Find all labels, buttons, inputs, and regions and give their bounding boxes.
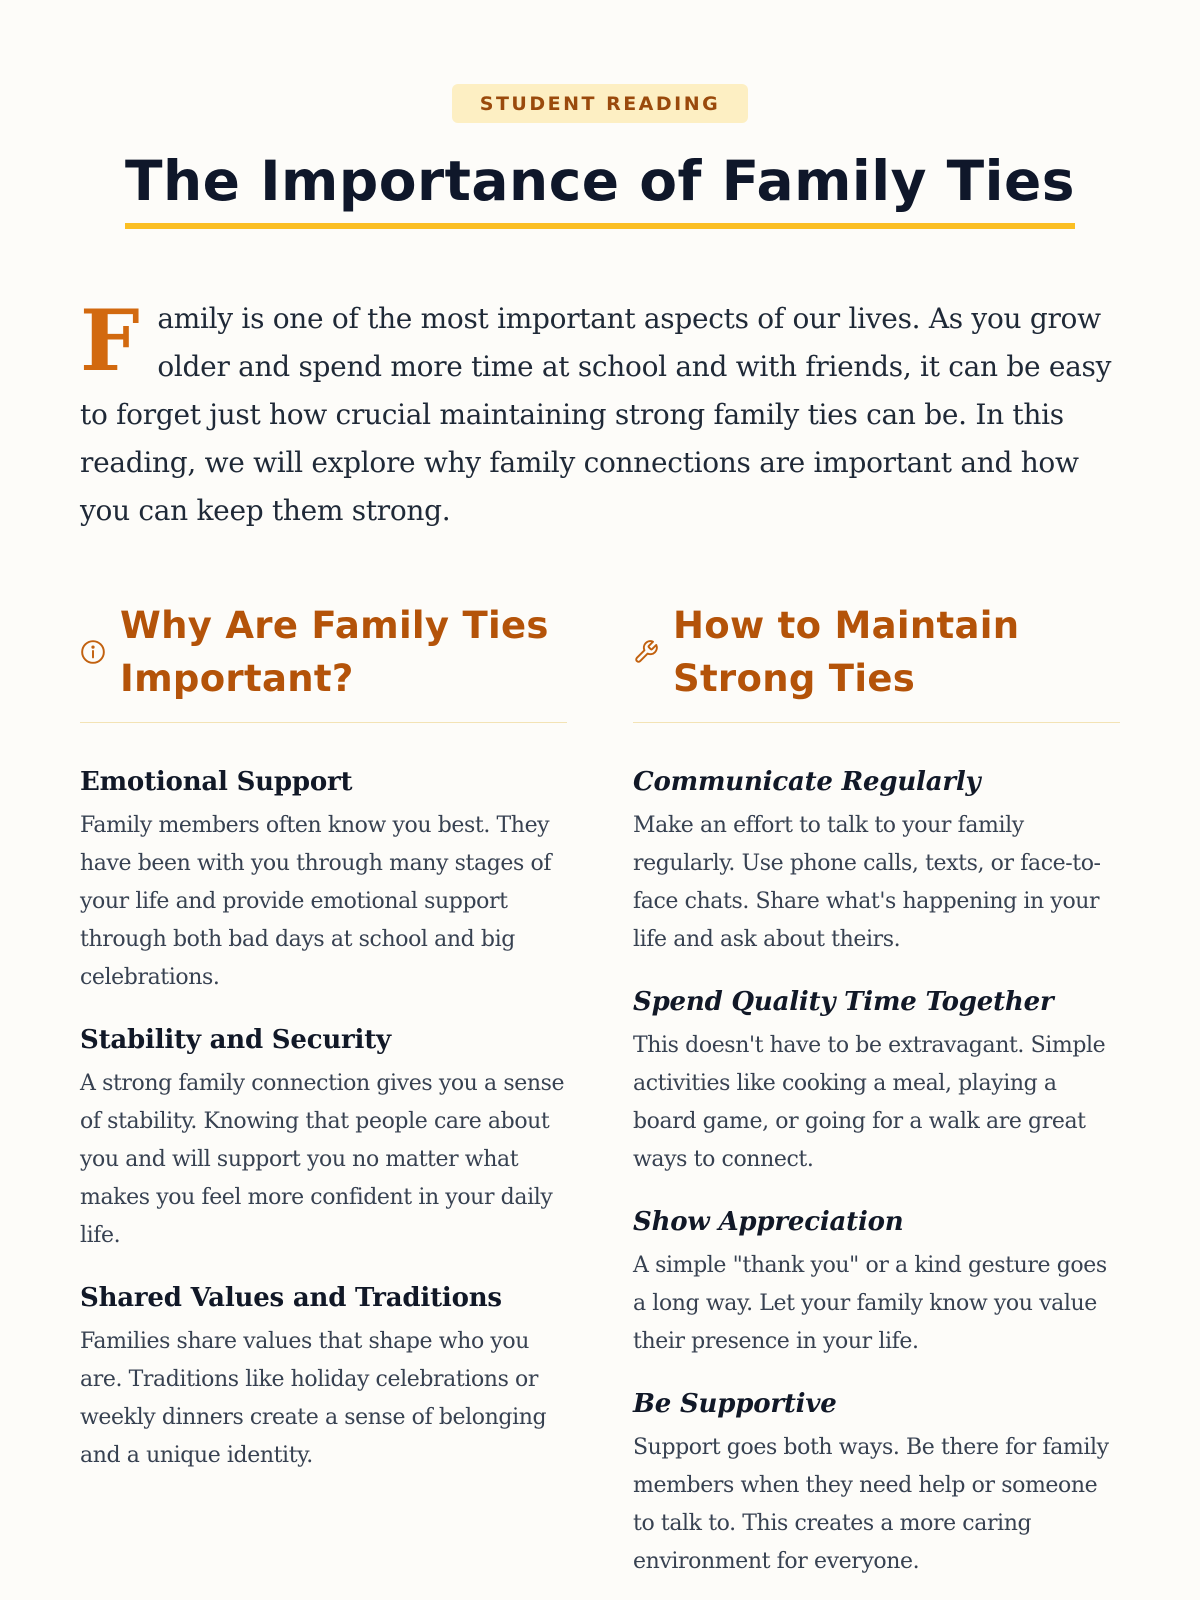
item-title: Spend Quality Time Together [633,987,1054,1017]
item-body: A simple "thank you" or a kind gesture goes a long way. Let your family know you value their presence in your life. [633,1253,1107,1354]
left-column-title: Why Are Family Ties Important? [120,604,549,700]
right-items [633,723,1120,1581]
list-item [80,1023,567,1255]
item-body: Make an effort to talk to your family regularly. Use phone calls, texts, or face-to-face chats. Share what's happening in your life and ask about theirs. [633,813,1101,952]
list-item [633,1205,1120,1361]
item-title: Be Supportive [633,1389,837,1419]
item-body: Families share values that shape who you are. Traditions like holiday celebrations or weekly dinners create a sense of belonging and a unique identity. [80,1329,547,1468]
right-column-title: How to Maintain Strong Ties [673,604,1020,700]
intro-text: amily is one of the most important aspects of our lives. As you grow older and spend more time at school and with friends, it can be easy to forget just how crucial maintaining strong family ties can be. In this reading, we will explore why family connections are important and how you can keep them strong. [80,301,1112,527]
list-item [633,985,1120,1179]
list-item [633,1387,1120,1581]
item-title: Emotional Support [80,767,353,797]
item-title: Communicate Regularly [633,767,981,797]
two-columns [80,600,1120,1600]
student-reading-tag: STUDENT READING [452,84,748,123]
drop-cap: F [80,290,140,390]
tag-wrap [80,0,1120,123]
item-title: Shared Values and Traditions [80,1283,502,1313]
list-item [80,765,567,997]
item-title: Stability and Security [80,1025,391,1055]
item-body: This doesn't have to be extravagant. Simple activities like cooking a meal, playing a board game, or going for a walk are great ways to connect. [633,1033,1106,1172]
item-body: A strong family connection gives you a sense of stability. Knowing that people care about you and will support you no matter what makes you feel more confident in your daily life. [80,1071,565,1248]
wrench-icon [633,639,659,665]
item-title: Show Appreciation [633,1207,904,1237]
title-wrap [80,151,1120,229]
right-column-header [633,600,1120,723]
info-circle-icon [80,639,106,665]
list-item [633,765,1120,959]
left-items [80,723,567,1475]
item-body: Family members often know you best. They have been with you through many stages of your life and provide emotional support through both bad days at school and big celebrations. [80,813,552,990]
intro-paragraph [80,290,1120,535]
left-column [80,600,567,1600]
item-body: Support goes both ways. Be there for family members when they need help or someone to talk to. This creates a more caring environment for everyone. [633,1435,1109,1574]
right-column [633,600,1120,1600]
list-item [80,1281,567,1475]
left-column-header [80,600,567,723]
page-title: The Importance of Family Ties [125,151,1075,229]
